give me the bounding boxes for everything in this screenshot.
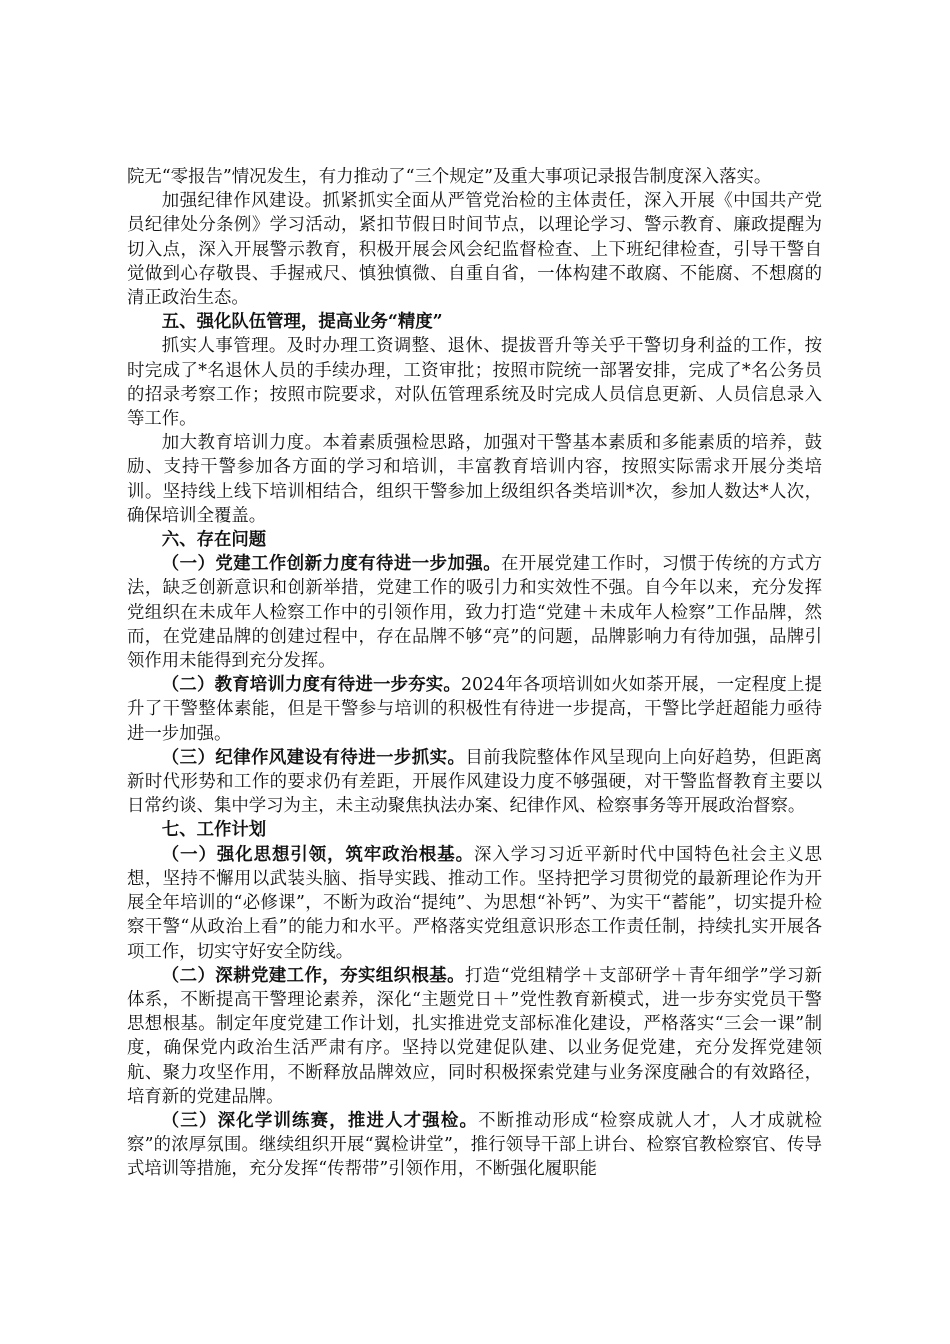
- paragraph-plan-2: [127, 964, 822, 1109]
- paragraph-lead: （一）强化思想引领，筑牢政治根基。: [161, 844, 475, 865]
- paragraph-plan-1: [127, 843, 822, 964]
- paragraph-body: 2024年各项培训如火如荼开展，一定程度上提升了干警整体素能，但是干警参与培训的积极性有待进一步提高，干警比学赶超能力亟待进一步加强。: [127, 675, 822, 744]
- section-heading-7: 七、工作计划: [161, 820, 267, 841]
- paragraph-plan-3: [127, 1109, 822, 1182]
- paragraph-problem-3: [127, 746, 822, 819]
- paragraph-body: 在开展党建工作时，习惯于传统的方式方法，缺乏创新意识和创新举措，党建工作的吸引力和实效性不强。自今年以来，充分发挥党组织在未成年人检察工作中的引领作用，致力打造“党建＋未成年人检察”工作品牌，然而，在党建品牌的创建过程中，存在品牌不够“亮”的问题，品牌影响力有待加强，品牌引领作用未能得到充分发挥。: [127, 554, 822, 672]
- paragraph-lead: （二）深耕党建工作，夯实组织根基。: [161, 965, 465, 986]
- paragraph-problem-1: [127, 552, 822, 673]
- paragraph-problem-2: [127, 673, 822, 746]
- paragraph-lead: （二）教育培训力度有待进一步夯实。: [161, 675, 461, 696]
- paragraph-body: 目前我院整体作风呈现向上向好趋势，但距离新时代形势和工作的要求仍有差距，开展作风建设力度不够强硬，对干警监督教育主要以日常约谈、集中学习为主，未主动聚焦执法办案、纪律作风、检察事务等开展政治督察。: [127, 747, 822, 817]
- paragraph-lead: （三）纪律作风建设有待进一步抓实。: [161, 747, 466, 768]
- paragraph-discipline-style: 加强纪律作风建设。抓紧抓实全面从严管党治检的主体责任，深入开展《中国共产党员纪律处分条例》学习活动，紧扣节假日时间节点，以理论学习、警示教育、廉政提醒为切入点，深入开展警示教育，积极开展会风会纪监督检查、上下班纪律检查，引导干警自觉做到心存敬畏、手握戒尺、慎独慎微、自重自省，一体构建不敢腐、不能腐、不想腐的清正政治生态。: [127, 191, 822, 309]
- section-heading-5: 五、强化队伍管理，提高业务“精度”: [161, 312, 443, 333]
- paragraph-body: 不断推动形成“检察成就人才，人才成就检察”的浓厚氛围。继续组织开展“翼检讲堂”，推行领导干部上讲台、检察官教检察官、传导式培训等措施，充分发挥“传帮带”引领作用，不断强化履职能: [127, 1110, 822, 1180]
- paragraph-body: 打造“党组精学＋支部研学＋青年细学”学习新体系，不断提高干警理论素养，深化“主题党日＋”党性教育新模式，进一步夯实党员干警思想根基。制定年度党建工作计划，扎实推进党支部标准化建设，严格落实“三会一课”制度，确保党内政治生活严肃有序。坚持以党建促队建、以业务促党建，充分发挥党建领航、聚力攻坚作用，不断释放品牌效应，同时积极探索党建与业务深度融合的有效路径，培育新的党建品牌。: [127, 965, 822, 1107]
- paragraph-continuation: 院无“零报告”情况发生，有力推动了“三个规定”及重大事项记录报告制度深入落实。: [127, 167, 772, 187]
- document-page: [127, 165, 822, 1182]
- paragraph-lead: （三）深化学训练赛，推进人才强检。: [161, 1110, 479, 1131]
- section-heading-6: 六、存在问题: [161, 530, 267, 551]
- paragraph-personnel-management: 抓实人事管理。及时办理工资调整、退休、提拔晋升等关乎干警切身利益的工作，按时完成了*名退休人员的手续办理，工资审批；按照市院统一部署安排，完成了*名公务员的招录考察工作；按照市院要求，对队伍管理系统及时完成人员信息更新、人员信息录入等工作。: [127, 336, 822, 430]
- paragraph-body: 深入学习习近平新时代中国特色社会主义思想，坚持不懈用以武装头脑、指导实践、推动工作。坚持把学习贯彻党的最新理论作为开展全年培训的“必修课”，不断为政治“提纯”、为思想“补钙”、为实干“蓄能”，切实提升检察干警“从政治上看”的能力和水平。严格落实党组意识形态工作责任制，持续扎实开展各项工作，切实守好安全防线。: [127, 844, 822, 962]
- paragraph-training: 加大教育培训力度。本着素质强检思路，加强对干警基本素质和多能素质的培养，鼓励、支持干警参加各方面的学习和培训，丰富教育培训内容，按照实际需求开展分类培训。坚持线上线下培训相结合，组织干警参加上级组织各类培训*次，参加人数达*人次，确保培训全覆盖。: [127, 433, 822, 526]
- paragraph-lead: （一）党建工作创新力度有待进一步加强。: [161, 554, 502, 575]
